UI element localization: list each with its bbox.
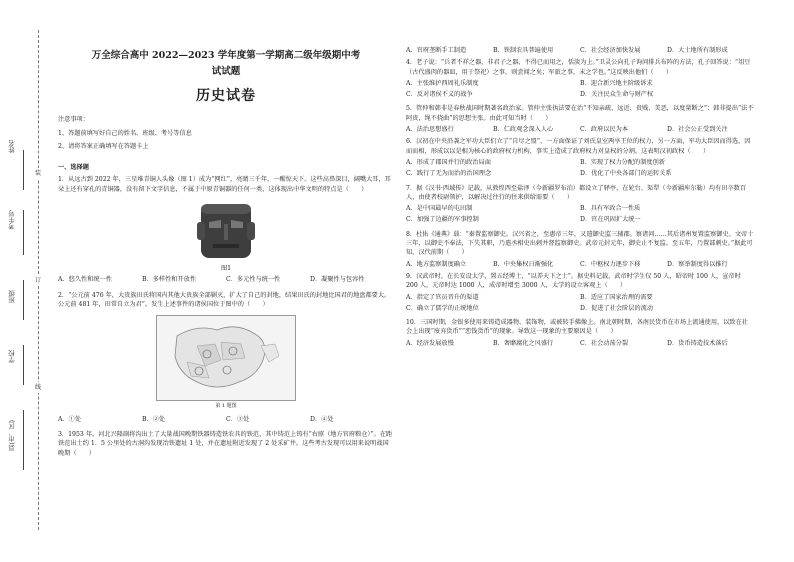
q2-options (58, 415, 394, 424)
q2-option-b[interactable]: B．②处 (142, 415, 166, 423)
q4-option-a[interactable]: A．主张维护西周礼乐制度 (406, 79, 479, 87)
notes-heading: 注意事项： (58, 116, 89, 124)
q1-option-a[interactable]: A．悠久性和统一性 (58, 276, 112, 284)
figure1-caption: 图1 (220, 265, 232, 273)
county-label: 县(市、区) (8, 420, 16, 452)
q6-options (406, 158, 754, 181)
q9-option-d[interactable]: D．促进了社会阶层的流动 (580, 304, 654, 312)
q1-option-b[interactable]: B．多样性和开放性 (142, 276, 197, 284)
q6-option-c[interactable]: C．践行了无为而治的治国理念 (406, 170, 492, 178)
exam-title (58, 48, 394, 80)
exam-title-line2: 试试题 (211, 66, 241, 78)
q8-stem: 8．杜佑《通典》载：“秦置监察御史。汉兴省之，至惠帝三年，又遣御史监三辅郡。察诸问……其后诸州复置监察御史。文帝十三年，以御史不奉法，下失其职，乃遣丞相史出刺并督监察御史。武帝元封元年，御史止不复监。至五年，乃置部刺史。”据此可知，汉代前期（ ） (406, 230, 754, 257)
q8-options (406, 260, 754, 269)
exam-title-line1: 万全综合高中 2022—2023 学年度第一学期高二级年级期中考 (91, 50, 361, 61)
q9-option-a[interactable]: A．指定了官员晋升的渠道 (406, 293, 479, 301)
q10-options (406, 339, 754, 348)
q2-option-c[interactable]: C．③处 (226, 415, 250, 423)
section-title: 一、选择题 (58, 164, 89, 172)
q2-option-a[interactable]: A．①处 (58, 415, 82, 423)
q7-option-b[interactable]: B．具有军政合一性质 (580, 205, 641, 213)
q3-option-a[interactable]: A．官府垄断手工制造 (406, 47, 467, 54)
notes-item-1: 1、答题前填写好自己的姓名、班级、考号等信息 (58, 129, 192, 137)
class-line[interactable] (23, 280, 24, 320)
figure2-caption: 第 1 题图 (215, 403, 237, 410)
q9-option-c[interactable]: C．确立了儒学的正统地位 (406, 304, 479, 312)
name-line[interactable] (23, 150, 24, 190)
q9-options (406, 293, 754, 316)
q9-option-b[interactable]: B．适应了国家治理的需要 (580, 293, 653, 301)
q10-option-c[interactable]: C．社会动荡分裂 (580, 339, 629, 347)
q4-option-d[interactable]: D．关注民众生命与财产权 (580, 91, 654, 99)
q4-options (406, 79, 754, 102)
q9-stem: 9．汉武帝时，在长安设太学，置五经博士，“以养天下之士”。据史料记载，武帝时学生仅 50 人，昭帝时 100 人，宣帝时 200 人，元帝时达 1000 人，成帝时增至 3000 人，太学的设立客观上（ ） (406, 272, 741, 290)
q5-option-b[interactable]: B．仁政观念深入人心 (493, 126, 554, 134)
q4-option-b[interactable]: B．迎合新兴地主阶级诉求 (580, 79, 653, 87)
school-line[interactable] (23, 345, 24, 385)
q8-option-b[interactable]: B．中央集权日渐强化 (493, 260, 554, 268)
subject-title: 历史试卷 (196, 88, 256, 105)
q5-option-d[interactable]: D．社会公正受到关注 (667, 126, 728, 134)
q5-stem: 5．管仲和韩非是春秋战国时期著名政治家。管仲主张执法要在治“不知亲疏、远近、贵贱、美恶，以度量断之”；韩非提出“法不阿贵，绳不挠曲”的思想主张。由此可知当时（ ） (406, 105, 754, 122)
q1-option-c[interactable]: C．多元性与统一性 (226, 276, 281, 284)
q10-option-a[interactable]: A．经济发展放慢 (406, 339, 454, 347)
q6-option-b[interactable]: B．实现了权力分配的制度创新 (580, 158, 665, 166)
binding-mark-zhuang: 装 (35, 170, 42, 177)
bronze-head-image (197, 202, 255, 262)
exam-no-line[interactable] (23, 210, 24, 255)
exam-no-label: 考生号 (8, 210, 16, 230)
q8-option-d[interactable]: D．察举制度得以推行 (667, 260, 728, 268)
school-label: 学校 (8, 350, 16, 363)
q3-stem: 3．1953 年，河北兴隆副将沟出土了大量战国晚期铁器铸造铁农具的铁范，其中铸范上铸有“右廪（地方官府粮仓）”。在距铁范出土约 1．5 公里处的古洞沟发现冶铁遗址 1 处，并在遗址附近发现了 2 处采矿井。这些考古发现可以用来说明战国晚期（ ） (58, 431, 393, 457)
q7-stem: 7．据《汉书·西域传》记载，从敦煌西至盐泽（今新疆罗布泊）都设立了驿亭，在轮台、渠犁（今新疆库尔勒）均有田卒数百人，由使者校尉领护，以解决过往行的往来供给需要（ ） (406, 184, 747, 201)
name-label: 姓名 (8, 140, 16, 153)
q8-option-a[interactable]: A．地方监察制度确立 (406, 260, 467, 268)
class-label: 班级 (8, 290, 16, 303)
q10-stem: 10．三国时期，金银多使用来铸造成器物、装饰物，或被转手佛像上。南北朝时期，各南民货币在市场上流通使用，以致在社会上出现“废弃货币”“恋钱货币”的现象。导致这一现象的主要原因是（ ） (406, 319, 748, 336)
binding-strip (0, 0, 50, 562)
q3-option-d[interactable]: D．大土地所有制形成 (667, 47, 728, 54)
county-line[interactable] (23, 410, 24, 470)
q7-option-d[interactable]: D．官在巩固扩大统一 (580, 216, 641, 224)
q6-option-a[interactable]: A．形成了郡国并行的政治局面 (406, 158, 491, 166)
q4-stem: 4．老子说：“兵者不祥之器，非君子之器，不得已而用之，恬淡为上。”卫灵公向孔子询问排兵布阵的方法，孔子回答说：“俎豆（古代盛肉的器皿，用于祭祀）之事，则尝闻之矣；军旅之事，未之学也。”这反映出他们（ ） (406, 59, 751, 76)
right-column (406, 44, 754, 348)
q7-options (406, 204, 754, 227)
q2-stem: 2．“公元前 476 年，大贵族田氏将国内其他大贵族全部剿灭，扩大了自己的封地，结果田氏的封地比国君的地盘都要大。公元前 481 年，田常自立为君”。发生上述事件的诸侯国位于图中的（ ） (58, 291, 391, 308)
binding-mark-ding: 订 (35, 277, 42, 284)
left-column (58, 40, 394, 458)
q6-stem: 6．汉初在中央沿袭之军功大臣们立了“自尽之盟”，一方面保证了刘氏皇室两享王位的权力，另一方面，军功大臣因而得选，因而而相，形成以以是相为核心的政府权力机构，事实上造成了政府权力对皇权的分割。这表明汉初政权（ ） (406, 138, 751, 155)
q4-option-c[interactable]: C．反对诸侯不义的战争 (406, 91, 473, 99)
q3-option-c[interactable]: C．社会经济加快发展 (580, 47, 641, 54)
q7-option-c[interactable]: C．加强了边疆的军事控制 (406, 216, 479, 224)
q5-option-a[interactable]: A．法治思想盛行 (406, 126, 454, 134)
q3-option-b[interactable]: B．铁制农具普遍使用 (493, 47, 554, 54)
q1-option-d[interactable]: D．凝聚性与包容性 (310, 276, 365, 284)
q1-stem: 1．从远古到 2022 年，三星堆青铜人头像（图 1）成为“网红”，亮睛三千年，一醒惊天下。这些高鼻深目，阔嘴大耳，耳朵上还有穿孔的青铜器，没有留下文字信息，不属于中原青铜器的任何一类，这体现出中华文明的特点是（ ） (58, 176, 391, 193)
binding-mark-xian: 线 (35, 384, 42, 391)
q2-option-d[interactable]: D．④处 (310, 415, 334, 423)
q10-option-d[interactable]: D．货币铸造技术落后 (667, 339, 728, 347)
map-figure (156, 315, 296, 401)
q7-option-a[interactable]: A．是中国最早的屯田制 (406, 205, 473, 213)
q3-options (406, 46, 754, 55)
q6-option-d[interactable]: D．优化了中央各部门的运转关系 (580, 170, 672, 178)
notes-item-2: 2、请将答案正确填写在答题卡上 (58, 142, 149, 150)
q5-options (406, 125, 754, 134)
q8-option-c[interactable]: C．中枢权力逐步下移 (580, 260, 641, 268)
q10-option-b[interactable]: B．奢靡腐化之风盛行 (493, 339, 554, 347)
q5-option-c[interactable]: C．政府以民为本 (580, 126, 629, 134)
q1-options (58, 275, 394, 284)
